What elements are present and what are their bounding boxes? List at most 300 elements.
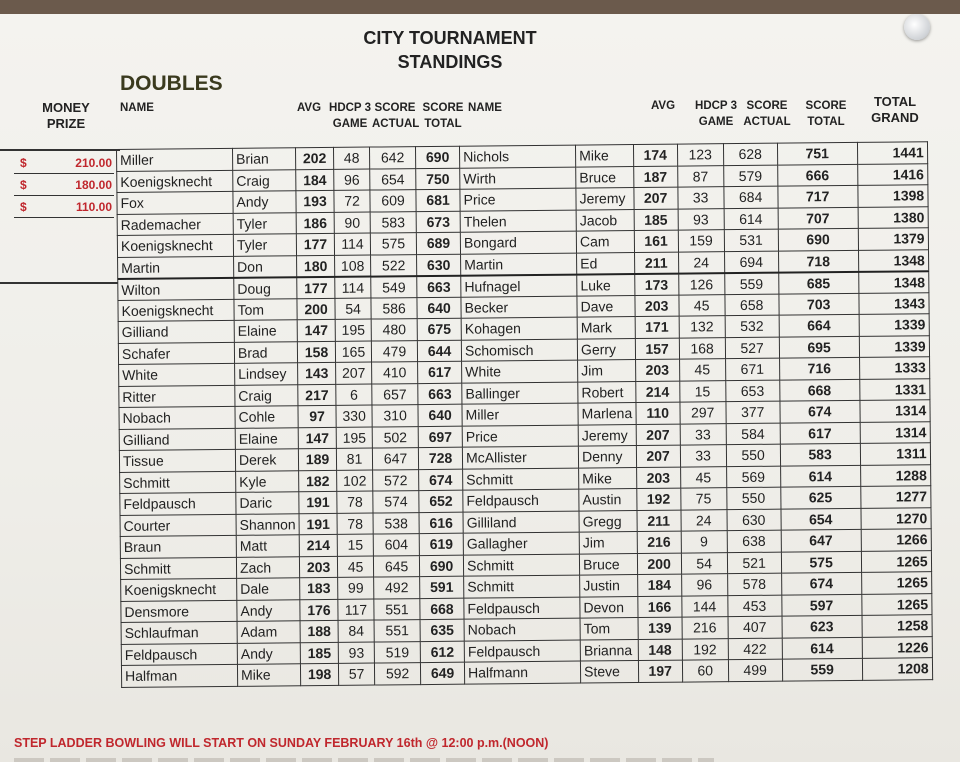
bowler2-last: Gilliland <box>463 511 579 534</box>
bowler1-first: Zach <box>236 556 299 578</box>
bowler1-score-actual: 480 <box>371 319 417 341</box>
bowler2-hdcp: 126 <box>678 273 724 295</box>
bowler2-hdcp: 87 <box>677 165 723 187</box>
bowler1-avg: 147 <box>297 319 335 341</box>
bowler2-hdcp: 216 <box>682 617 728 639</box>
bowler2-score-actual: 422 <box>728 638 782 660</box>
bowler2-last: White <box>462 360 578 383</box>
bowler1-hdcp: 54 <box>335 298 371 320</box>
bowler1-score-actual: 519 <box>374 641 420 663</box>
money-prize-header: MONEY PRIZE <box>42 100 90 131</box>
bowler1-first: Lindsey <box>235 363 298 385</box>
bowler1-score-actual: 572 <box>373 469 419 491</box>
bowler1-last: Feldpausch <box>120 492 236 515</box>
bowler1-hdcp: 6 <box>336 384 372 406</box>
bowler1-last: Martin <box>118 256 234 279</box>
bowler2-last: Nichols <box>460 145 576 168</box>
left-mid-divider <box>0 282 118 284</box>
bowler1-avg: 198 <box>301 663 339 685</box>
bowler2-score-total: 674 <box>780 400 860 422</box>
bowler1-avg: 184 <box>296 169 334 191</box>
dollar-sign: $ <box>20 156 27 170</box>
cut-off-text <box>14 758 714 762</box>
bowler1-avg: 143 <box>298 362 336 384</box>
bowler1-hdcp: 96 <box>334 169 370 191</box>
grand-total: 1339 <box>859 314 929 336</box>
bowler2-score-actual: 569 <box>726 466 780 488</box>
bowler1-first: Andy <box>233 191 296 213</box>
bowler2-last: Schmitt <box>464 575 580 598</box>
bowler1-first: Tom <box>234 298 297 320</box>
bowler1-avg: 183 <box>300 577 338 599</box>
score-actual-header-left: SCORE ACTUAL <box>372 102 420 130</box>
bowler2-avg: 157 <box>635 338 679 360</box>
bowler2-hdcp: 33 <box>680 445 726 467</box>
grand-total: 1339 <box>859 335 929 357</box>
bowler1-first: Andy <box>237 599 300 621</box>
bowler1-score-total: 690 <box>419 555 463 577</box>
bowler1-avg: 147 <box>298 427 336 449</box>
grand-total: 1348 <box>858 249 928 271</box>
bowler2-score-total: 690 <box>778 228 858 250</box>
bowler2-last: Martin <box>461 253 577 276</box>
bowler2-first: Bruce <box>576 166 634 188</box>
bowler1-last: Koenigsknecht <box>117 234 233 257</box>
bowler2-last: Schmitt <box>463 554 579 577</box>
bowler1-last: Fox <box>117 191 233 214</box>
bowler1-score-total: 673 <box>416 211 460 233</box>
bowler2-score-actual: 638 <box>727 530 781 552</box>
bowler2-avg: 211 <box>634 252 678 274</box>
bowler2-hdcp: 45 <box>680 466 726 488</box>
bowler1-score-total: 649 <box>421 662 465 684</box>
bowler1-hdcp: 78 <box>337 513 373 535</box>
bowler2-avg: 207 <box>636 424 680 446</box>
bowler1-hdcp: 81 <box>336 448 372 470</box>
bowler1-score-actual: 502 <box>372 426 418 448</box>
bowler1-avg: 214 <box>299 534 337 556</box>
bowler2-avg: 203 <box>636 467 680 489</box>
bowler1-avg: 97 <box>298 405 336 427</box>
bowler1-avg: 186 <box>296 212 334 234</box>
bowler2-hdcp: 45 <box>679 294 725 316</box>
grand-total: 1265 <box>861 550 931 572</box>
bowler2-last: Feldpausch <box>463 489 579 512</box>
score-total-header-left: SCORE TOTAL <box>422 102 464 130</box>
grand-total: 1311 <box>860 443 930 465</box>
bowler2-avg: 197 <box>638 660 682 682</box>
bowler1-last: Gilliand <box>119 428 235 451</box>
push-pin-icon <box>904 14 930 40</box>
grand-total: 1343 <box>859 292 929 314</box>
bowler2-avg: 148 <box>638 639 682 661</box>
bowler2-hdcp: 159 <box>678 230 724 252</box>
bowler1-score-total: 690 <box>416 146 460 168</box>
bowler1-first: Shannon <box>236 513 299 535</box>
bowler1-score-total: 619 <box>419 533 463 555</box>
bowler2-first: Justin <box>580 575 638 597</box>
bowler1-avg: 189 <box>298 448 336 470</box>
bowler1-hdcp: 45 <box>337 556 373 578</box>
bowler2-score-total: 625 <box>780 486 860 508</box>
bowler1-score-actual: 551 <box>374 598 420 620</box>
bowler1-hdcp: 102 <box>337 470 373 492</box>
bowler1-hdcp: 72 <box>334 190 370 212</box>
bowler1-hdcp: 195 <box>336 427 372 449</box>
bowler1-first: Elaine <box>235 427 298 449</box>
bowler1-first: Derek <box>235 449 298 471</box>
bowler1-hdcp: 99 <box>338 577 374 599</box>
prize-row-1 <box>14 152 114 174</box>
bowler1-score-total: 635 <box>420 619 464 641</box>
bowler1-score-actual: 592 <box>375 663 421 685</box>
bowler2-score-total: 597 <box>781 594 861 616</box>
bowler2-hdcp: 54 <box>681 552 727 574</box>
bowler1-first: Craig <box>235 384 298 406</box>
bowler1-last: Miller <box>117 148 233 171</box>
bowler1-score-actual: 522 <box>371 254 417 276</box>
bowler2-score-total: 617 <box>780 422 860 444</box>
bowler2-hdcp: 144 <box>681 595 727 617</box>
bowler1-last: Courter <box>120 514 236 537</box>
bowler2-avg: 139 <box>638 617 682 639</box>
bowler2-avg: 185 <box>634 209 678 231</box>
bowler2-score-actual: 628 <box>723 143 777 165</box>
name-header-right: NAME <box>468 102 502 114</box>
bowler1-last: Schafer <box>118 342 234 365</box>
bowler1-score-total: 697 <box>418 426 462 448</box>
bowler2-hdcp: 45 <box>679 359 725 381</box>
bowler2-avg: 173 <box>634 273 678 295</box>
bowler2-last: Kohagen <box>461 317 577 340</box>
bowler1-last: Feldpausch <box>121 643 237 666</box>
bowler2-score-actual: 614 <box>724 208 778 230</box>
bowler1-first: Cohle <box>235 406 298 428</box>
bowler1-score-actual: 538 <box>373 512 419 534</box>
prize-row-2 <box>14 174 114 196</box>
bowler2-avg: 192 <box>636 488 680 510</box>
bowler2-last: Halfmann <box>465 661 581 684</box>
bowler1-score-total: 591 <box>420 576 464 598</box>
bowler1-last: Halfman <box>121 664 237 687</box>
bowler2-last: Ballinger <box>462 382 578 405</box>
bowler1-hdcp: 117 <box>338 599 374 621</box>
bowler1-score-total: 630 <box>417 254 461 276</box>
bowler2-hdcp: 96 <box>681 574 727 596</box>
bowler1-score-actual: 310 <box>372 405 418 427</box>
grand-total: 1348 <box>858 271 928 293</box>
bowler1-score-actual: 549 <box>371 276 417 298</box>
bowler2-score-actual: 578 <box>727 573 781 595</box>
bowler2-score-total: 654 <box>781 508 861 530</box>
bowler2-score-total: 718 <box>778 250 858 272</box>
bowler1-hdcp: 114 <box>334 233 370 255</box>
bowler1-first: Andy <box>237 642 300 664</box>
bowler2-first: Jim <box>578 360 636 382</box>
bowler1-first: Elaine <box>234 320 297 342</box>
bowler2-hdcp: 15 <box>679 380 725 402</box>
bowler2-score-actual: 377 <box>726 401 780 423</box>
bowler2-hdcp: 33 <box>680 423 726 445</box>
bowler2-score-total: 623 <box>782 615 862 637</box>
bowler2-score-total: 647 <box>781 529 861 551</box>
bowler2-first: Marlena <box>578 403 636 425</box>
bowler1-last: White <box>119 363 235 386</box>
bowler2-avg: 184 <box>637 574 681 596</box>
bowler2-last: Wirth <box>460 167 576 190</box>
bowler2-score-total: 668 <box>779 379 859 401</box>
prize-amount: 110.00 <box>75 200 112 214</box>
bowler2-last: Schomisch <box>461 339 577 362</box>
bowler1-last: Schlaufman <box>121 621 237 644</box>
bowler1-last: Koenigsknecht <box>118 299 234 322</box>
bowler1-first: Adam <box>237 621 300 643</box>
bowler2-first: Bruce <box>579 553 637 575</box>
bowler1-score-actual: 647 <box>372 448 418 470</box>
grand-total: 1314 <box>860 421 930 443</box>
bowler1-score-actual: 479 <box>371 340 417 362</box>
bowler2-hdcp: 297 <box>680 402 726 424</box>
bowler2-hdcp: 33 <box>678 187 724 209</box>
bowler2-avg: 161 <box>634 230 678 252</box>
bowler2-hdcp: 168 <box>679 337 725 359</box>
bowler2-avg: 203 <box>635 295 679 317</box>
bowler2-first: Steve <box>580 661 638 683</box>
bowler2-score-actual: 407 <box>728 616 782 638</box>
bowler2-first: Jim <box>579 532 637 554</box>
left-top-divider <box>0 149 120 151</box>
bowler1-score-actual: 583 <box>370 211 416 233</box>
bowler2-last: Gallagher <box>463 532 579 555</box>
bowler1-avg: 193 <box>296 190 334 212</box>
bowler2-score-total: 614 <box>782 637 862 659</box>
avg-header-left: AVG <box>296 102 322 114</box>
bowler2-avg: 166 <box>637 596 681 618</box>
bowler1-score-total: 689 <box>416 232 460 254</box>
bowler1-score-total: 668 <box>420 598 464 620</box>
bowler2-first: Austin <box>579 489 637 511</box>
bowler1-first: Craig <box>233 169 296 191</box>
bowler1-first: Don <box>234 255 297 277</box>
bowler1-last: Braun <box>120 535 236 558</box>
bowler2-last: McAllister <box>462 446 578 469</box>
bowler1-first: Matt <box>236 535 299 557</box>
bowler2-score-actual: 532 <box>725 315 779 337</box>
footer-note: STEP LADDER BOWLING WILL START ON SUNDAY FEBRUARY 16th @ 12:00 p.m.(NOON) <box>14 736 549 750</box>
page-title: CITY TOURNAMENT <box>363 28 537 48</box>
bowler2-score-actual: 531 <box>724 229 778 251</box>
bowler2-avg: 187 <box>633 166 677 188</box>
bowler2-score-actual: 550 <box>726 444 780 466</box>
bowler1-score-total: 674 <box>419 469 463 491</box>
bowler1-avg: 191 <box>299 491 337 513</box>
bowler2-last: Bongard <box>460 231 576 254</box>
bowler1-avg: 217 <box>298 384 336 406</box>
grand-total: 1265 <box>861 572 931 594</box>
bowler1-first: Dale <box>237 578 300 600</box>
bowler1-hdcp: 207 <box>336 362 372 384</box>
bowler2-last: Nobach <box>464 618 580 641</box>
bowler1-avg: 188 <box>300 620 338 642</box>
bowler1-avg: 177 <box>296 233 334 255</box>
bowler1-score-actual: 586 <box>371 297 417 319</box>
bowler1-score-actual: 642 <box>370 147 416 169</box>
avg-header-right: AVG <box>650 100 676 112</box>
bowler2-hdcp: 123 <box>677 144 723 166</box>
bowler2-last: Feldpausch <box>464 597 580 620</box>
dollar-sign: $ <box>20 200 27 214</box>
bowler1-last: Koenigsknecht <box>117 170 233 193</box>
bowler2-avg: 214 <box>635 381 679 403</box>
bowler1-score-actual: 604 <box>373 534 419 556</box>
grand-total: 1379 <box>858 228 928 250</box>
bowler2-last: Schmitt <box>463 468 579 491</box>
grand-total: 1277 <box>860 486 930 508</box>
bowler2-hdcp: 93 <box>678 208 724 230</box>
bowler2-hdcp: 24 <box>678 251 724 273</box>
bowler2-score-total: 583 <box>780 443 860 465</box>
bowler1-score-actual: 575 <box>370 233 416 255</box>
prize-amount: 180.00 <box>75 178 112 192</box>
bowler2-first: Ed <box>577 252 635 274</box>
bowler2-score-total: 664 <box>779 314 859 336</box>
bowler1-last: Wilton <box>118 277 234 300</box>
bowler1-last: Rademacher <box>117 213 233 236</box>
bowler2-first: Luke <box>577 274 635 296</box>
bowler2-score-total: 666 <box>777 164 857 186</box>
bowler1-hdcp: 15 <box>337 534 373 556</box>
bowler1-first: Tyler <box>233 234 296 256</box>
bowler1-score-actual: 609 <box>370 190 416 212</box>
bowler2-score-actual: 694 <box>724 251 778 273</box>
bowler2-last: Price <box>462 425 578 448</box>
section-title: DOUBLES <box>120 72 223 95</box>
bowler2-hdcp: 132 <box>679 316 725 338</box>
bowler2-score-actual: 584 <box>726 423 780 445</box>
grand-total: 1270 <box>861 507 931 529</box>
name-header-left: NAME <box>120 102 154 114</box>
grand-total: 1441 <box>857 142 927 164</box>
bowler1-hdcp: 84 <box>338 620 374 642</box>
hdcp-header-left: HDCP 3 GAME <box>329 102 371 130</box>
bowler1-hdcp: 48 <box>334 147 370 169</box>
bowler1-last: Ritter <box>119 385 235 408</box>
bowler1-score-total: 644 <box>417 340 461 362</box>
score-actual-header-right: SCORE ACTUAL <box>743 100 791 128</box>
bowler2-first: Robert <box>578 381 636 403</box>
bowler2-first: Jacob <box>576 209 634 231</box>
bowler2-last: Miller <box>462 403 578 426</box>
bowler2-first: Denny <box>578 446 636 468</box>
bowler2-hdcp: 75 <box>680 488 726 510</box>
bowler1-score-total: 663 <box>417 275 461 297</box>
bowler2-first: Jeremy <box>578 424 636 446</box>
bowler1-first: Daric <box>236 492 299 514</box>
bowler2-hdcp: 24 <box>681 509 727 531</box>
bowler2-first: Cam <box>576 231 634 253</box>
bowler2-hdcp: 60 <box>682 660 728 682</box>
score-total-header-right: SCORE TOTAL <box>805 100 847 128</box>
prize-amount: 210.00 <box>75 156 112 170</box>
bowler2-avg: 207 <box>634 187 678 209</box>
bowler2-avg: 207 <box>636 445 680 467</box>
bowler2-first: Tom <box>580 618 638 640</box>
bowler2-first: Jeremy <box>576 188 634 210</box>
bowler2-score-total: 707 <box>778 207 858 229</box>
bowler1-avg: 191 <box>299 513 337 535</box>
bowler2-score-actual: 550 <box>726 487 780 509</box>
bowler1-score-total: 640 <box>417 297 461 319</box>
bowler1-avg: 182 <box>299 470 337 492</box>
bowler2-score-total: 717 <box>778 185 858 207</box>
bowler1-score-total: 681 <box>416 189 460 211</box>
grand-total: 1380 <box>858 206 928 228</box>
bowler2-score-total: 716 <box>779 357 859 379</box>
bowler1-score-actual: 645 <box>373 555 419 577</box>
bowler2-score-total: 751 <box>777 142 857 164</box>
bowler2-hdcp: 9 <box>681 531 727 553</box>
bowler1-first: Tyler <box>233 212 296 234</box>
total-grand-header: TOTAL GRAND <box>871 94 919 125</box>
grand-total: 1331 <box>859 378 929 400</box>
grand-total: 1333 <box>859 357 929 379</box>
dollar-sign: $ <box>20 178 27 192</box>
bowler1-avg: 158 <box>297 341 335 363</box>
bowler1-hdcp: 108 <box>335 255 371 277</box>
bowler2-last: Feldpausch <box>464 640 580 663</box>
bowler1-score-total: 652 <box>419 490 463 512</box>
standings-table <box>116 141 933 687</box>
bowler2-last: Hufnagel <box>461 274 577 297</box>
bowler2-score-total: 575 <box>781 551 861 573</box>
bowler2-score-actual: 453 <box>727 595 781 617</box>
grand-total: 1258 <box>862 615 932 637</box>
bowler2-score-actual: 653 <box>725 380 779 402</box>
bowler2-score-actual: 658 <box>725 294 779 316</box>
bowler1-hdcp: 330 <box>336 405 372 427</box>
bowler1-first: Doug <box>234 277 297 299</box>
bowler1-score-total: 640 <box>418 404 462 426</box>
bowler1-avg: 200 <box>297 298 335 320</box>
bowler1-first: Kyle <box>236 470 299 492</box>
bowler2-avg: 171 <box>635 316 679 338</box>
bowler2-first: Mike <box>579 467 637 489</box>
bowler1-hdcp: 90 <box>334 212 370 234</box>
bowler2-hdcp: 192 <box>682 638 728 660</box>
bowler2-score-total: 685 <box>778 271 858 293</box>
bowler2-avg: 200 <box>637 553 681 575</box>
grand-total: 1266 <box>861 529 931 551</box>
bowler2-score-actual: 630 <box>727 509 781 531</box>
bowler1-avg: 177 <box>297 276 335 298</box>
bowler1-last: Tissue <box>119 449 235 472</box>
bowler2-last: Price <box>460 188 576 211</box>
bowler2-first: Devon <box>580 596 638 618</box>
bowler2-score-total: 703 <box>779 293 859 315</box>
bowler2-avg: 174 <box>633 144 677 166</box>
bowler1-last: Nobach <box>119 406 235 429</box>
bowler2-score-total: 695 <box>779 336 859 358</box>
bowler1-score-total: 612 <box>420 641 464 663</box>
bowler2-first: Gerry <box>577 338 635 360</box>
bowler1-score-actual: 551 <box>374 620 420 642</box>
bowler1-first: Brian <box>232 148 295 170</box>
bowler1-last: Densmore <box>121 600 237 623</box>
bowler1-last: Schmitt <box>120 471 236 494</box>
bowler2-first: Brianna <box>580 639 638 661</box>
bowler1-last: Koenigsknecht <box>121 578 237 601</box>
grand-total: 1265 <box>861 593 931 615</box>
